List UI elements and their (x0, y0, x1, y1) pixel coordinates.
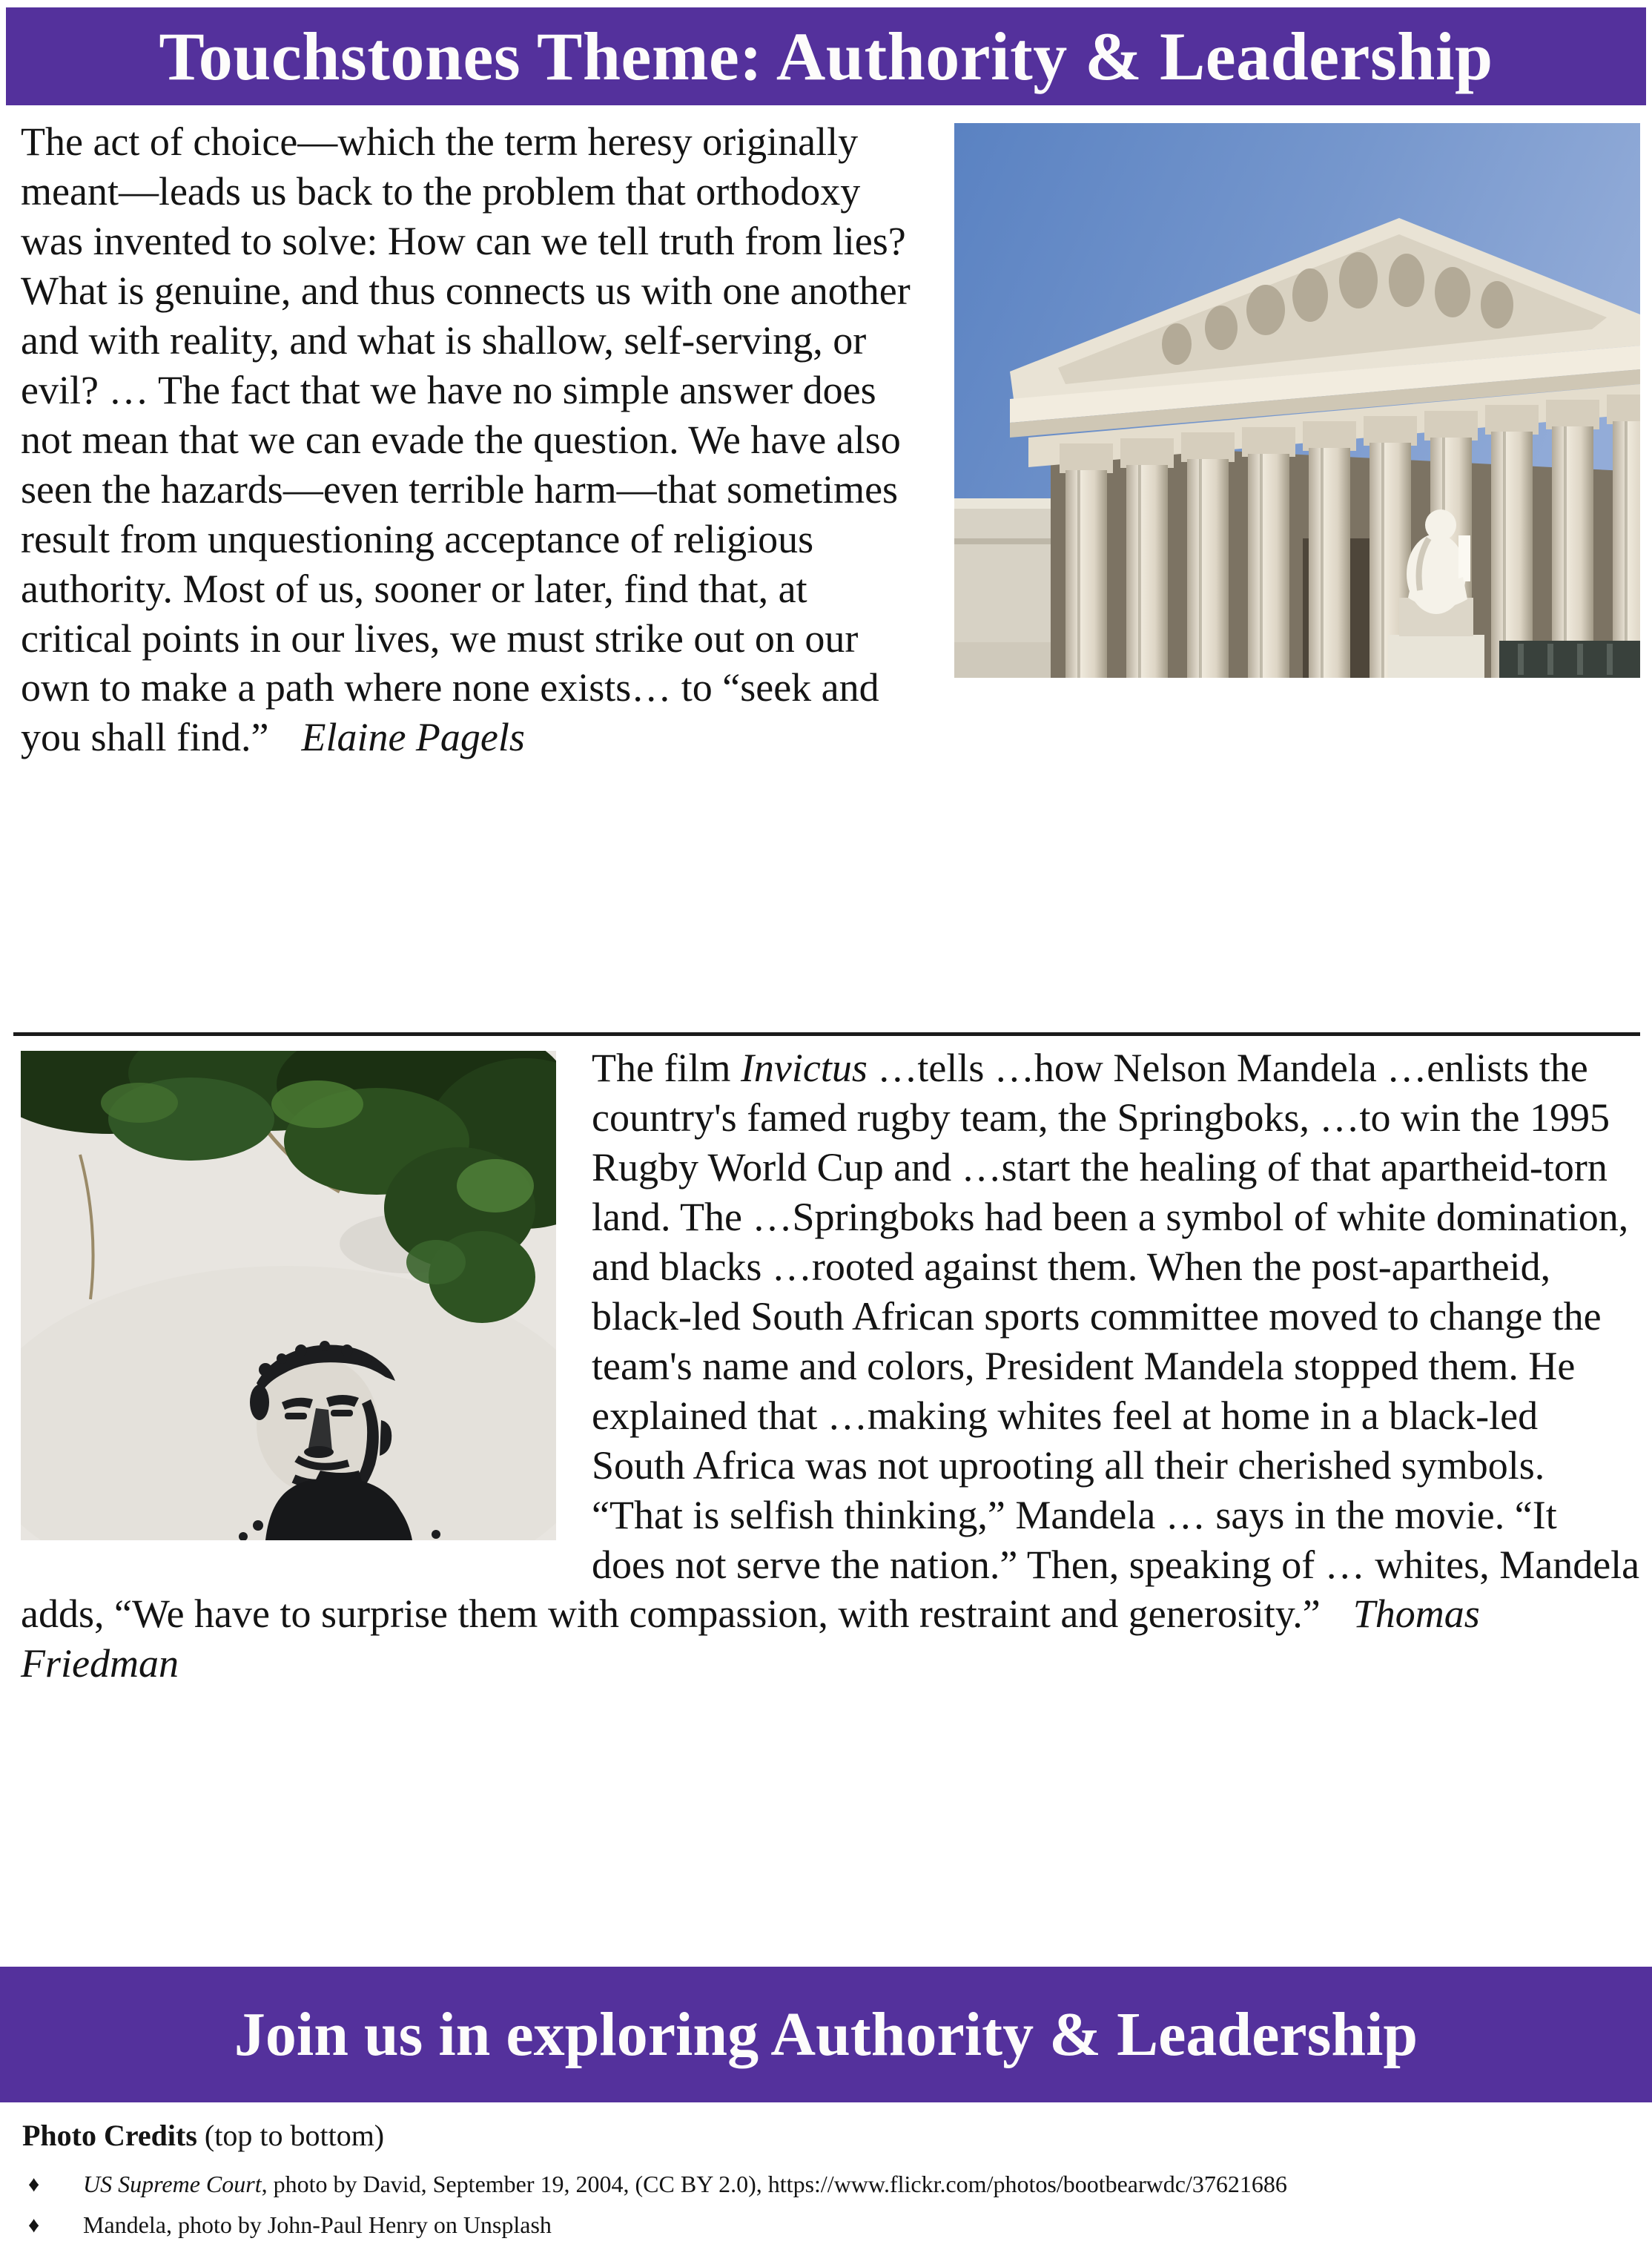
credit-work-title: US Supreme Court (83, 2171, 262, 2197)
header-banner (6, 7, 1646, 105)
credits-heading-note: (top to bottom) (204, 2119, 385, 2152)
credit-detail: , photo by David, September 19, 2004, (CC BY 2.0), https://www.flickr.com/photos/bootbearwdc/37621686 (261, 2171, 1287, 2197)
credits-heading (22, 2118, 1637, 2153)
credit-item-mandela (22, 2211, 1637, 2239)
diamond-bullet-icon: ♦ (28, 2172, 40, 2197)
friedman-section (21, 1043, 1640, 1918)
footer-banner (0, 1967, 1652, 2102)
section-divider (13, 1032, 1640, 1036)
friedman-quote-lead: The film (592, 1046, 741, 1090)
film-title: Invictus (740, 1046, 868, 1090)
pagels-quote-text: The act of choice—which the term heresy originally meant—leads us back to the problem that orthodoxy was invented to solve: How can we tell truth from lies? What is genuine, and thus connects us with one another and with reality, and what is shallow, self-serving, or evil? … The fact that we have no simple answer does not mean that we can evade the question. We have also seen the hazards—even terrible harm—that sometimes result from unquestioning acceptance of religious authority. Most of us, sooner or later, find that, at critical points in our lives, we must strike out on our own to make a path where none exists… to “seek and you shall find.” (21, 119, 911, 760)
content-area (21, 117, 1640, 1918)
credits-heading-title: Photo Credits (22, 2119, 197, 2152)
mandela-mural-photo (21, 1051, 556, 1540)
photo-credits (22, 2118, 1637, 2247)
page-title: Touchstones Theme: Authority & Leadership (159, 19, 1493, 94)
supreme-court-illustration (954, 123, 1640, 678)
friedman-quote-text: …tells …how Nelson Mandela …enlists the country's famed rugby team, the Springboks, …to win the 1995 Rugby World Cup and …start the healing of that apartheid-torn land. The …Springboks had been a symbol of white domination, and blacks …rooted against them. When the post-apartheid, black-led South African sports committee moved to change the team's name and colors, President Mandela stopped them. He explained that …making whites feel at home in a black-led South Africa was not uprooting all their cherished symbols. “That is selfish thinking,” Mandela … says in the movie. “It does not serve the nation.” Then, speaking of … whites, Mandela adds, “We have to surprise them with compassion, with restraint and generosity.” (21, 1046, 1640, 1637)
credit-item-supreme-court (22, 2171, 1637, 2198)
diamond-bullet-icon: ♦ (28, 2213, 40, 2237)
footer-call-to-action: Join us in exploring Authority & Leadership (234, 2000, 1418, 2069)
credit-text (83, 2171, 1287, 2198)
credit-text (83, 2211, 552, 2239)
credit-detail: Mandela, photo by John-Paul Henry on Unsplash (83, 2211, 552, 2238)
mandela-mural-illustration (21, 1051, 556, 1540)
supreme-court-photo (954, 123, 1640, 678)
pagels-section (21, 117, 1640, 1000)
friedman-attribution: Thomas Friedman (21, 1591, 1480, 1686)
pagels-attribution: Elaine Pagels (301, 715, 525, 760)
